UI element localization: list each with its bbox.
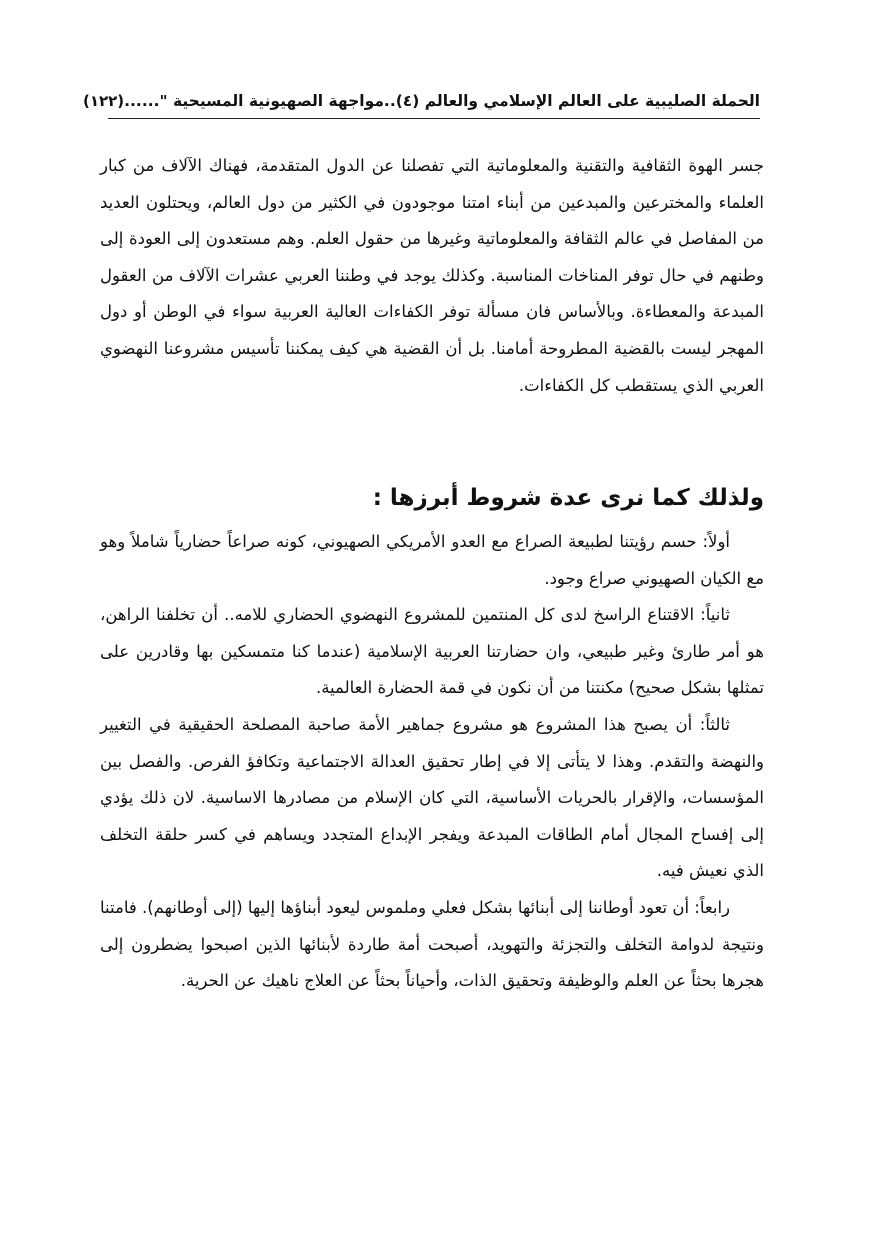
intro-paragraph: جسر الهوة الثقافية والتقنية والمعلوماتية التي تفصلنا عن الدول المتقدمة، فهناك الآلاف من كبار العلماء والمخترعين والمبدعين من أبناء امتنا موجودون في الكثير من دول العالم، ويحتلون العديد من المفاصل في عالم الثقافة والمعلوماتية وغيرها من حقول العلم. وهم مستعدون إلى العودة إلى وطنهم في حال توفر المناخات المناسبة. وكذلك يوجد في وطننا العربي عشرات الآلاف من العقول المبدعة والمعطاءة. وبالأساس فان مسألة توفر الكفاءات العالية العربية سواء في الوطن أو دول المهجر ليست بالقضية المطروحة أمامنا. بل أن القضية هي كيف يمكننا تأسيس مشروعنا النهضوي العربي الذي يستقطب كل الكفاءات. (100, 156, 764, 395)
running-header-title: الحملة الصليبية على العالم الإسلامي والعالم (٤)..مواجهة الصهيونية المسيحية "...... (124, 92, 760, 110)
condition-second: ثانياً: الاقتناع الراسخ لدى كل المنتمين للمشروع النهضوي الحضاري للامه.. أن تخلفنا الراهن، هو أمر طارئ وغير طبيعي، وان حضارتنا العربية الإسلامية (عندما كنا متمسكين بها وقادرين على تمثلها بشكل صحيح) مكنتنا من أن نكون في قمة الحضارة العالمية. (100, 605, 764, 698)
condition-third: ثالثاً: أن يصبح هذا المشروع هو مشروع جماهير الأمة صاحبة المصلحة الحقيقية في التغيير والنهضة والتقدم. وهذا لا يتأتى إلا في إطار تحقيق العدالة الاجتماعية وتكافؤ الفرص. والفصل بين المؤسسات، والإقرار بالحريات الأساسية، التي كان الإسلام من مصادرها الاساسية. لان ذلك يؤدي إلى إفساح المجال أمام الطاقات المبدعة ويفجر الإبداع المتجدد ويساهم في كسر حلقة التخلف الذي نعيش فيه. (100, 714, 764, 881)
conditions-list (100, 524, 764, 1000)
condition-fourth: رابعاً: أن تعود أوطاننا إلى أبنائها بشكل فعلي وملموس ليعود أبناؤها إليها (إلى أوطانهم). فامتنا ونتيجة لدوامة التخلف والتجزئة والتهويد، أصبحت أمة طاردة لأبنائها الذين اصبحوا يضطرون إلى هجرها بحثاً عن العلم والوظيفة وتحقيق الذات، وأحياناً بحثاً عن العلاج ناهيك عن الحرية. (100, 897, 764, 991)
section-heading: ولذلك كما نرى عدة شروط أبرزها : (372, 485, 764, 511)
page-number: (١٢٢) (82, 92, 125, 110)
intro-block (100, 148, 764, 404)
running-header (82, 84, 760, 119)
condition-first: أولاً: حسم رؤيتنا لطبيعة الصراع مع العدو الأمريكي الصهيوني، كونه صراعاً حضارياً شاملاً وهو مع الكيان الصهيوني صراع وجود. (100, 532, 764, 588)
